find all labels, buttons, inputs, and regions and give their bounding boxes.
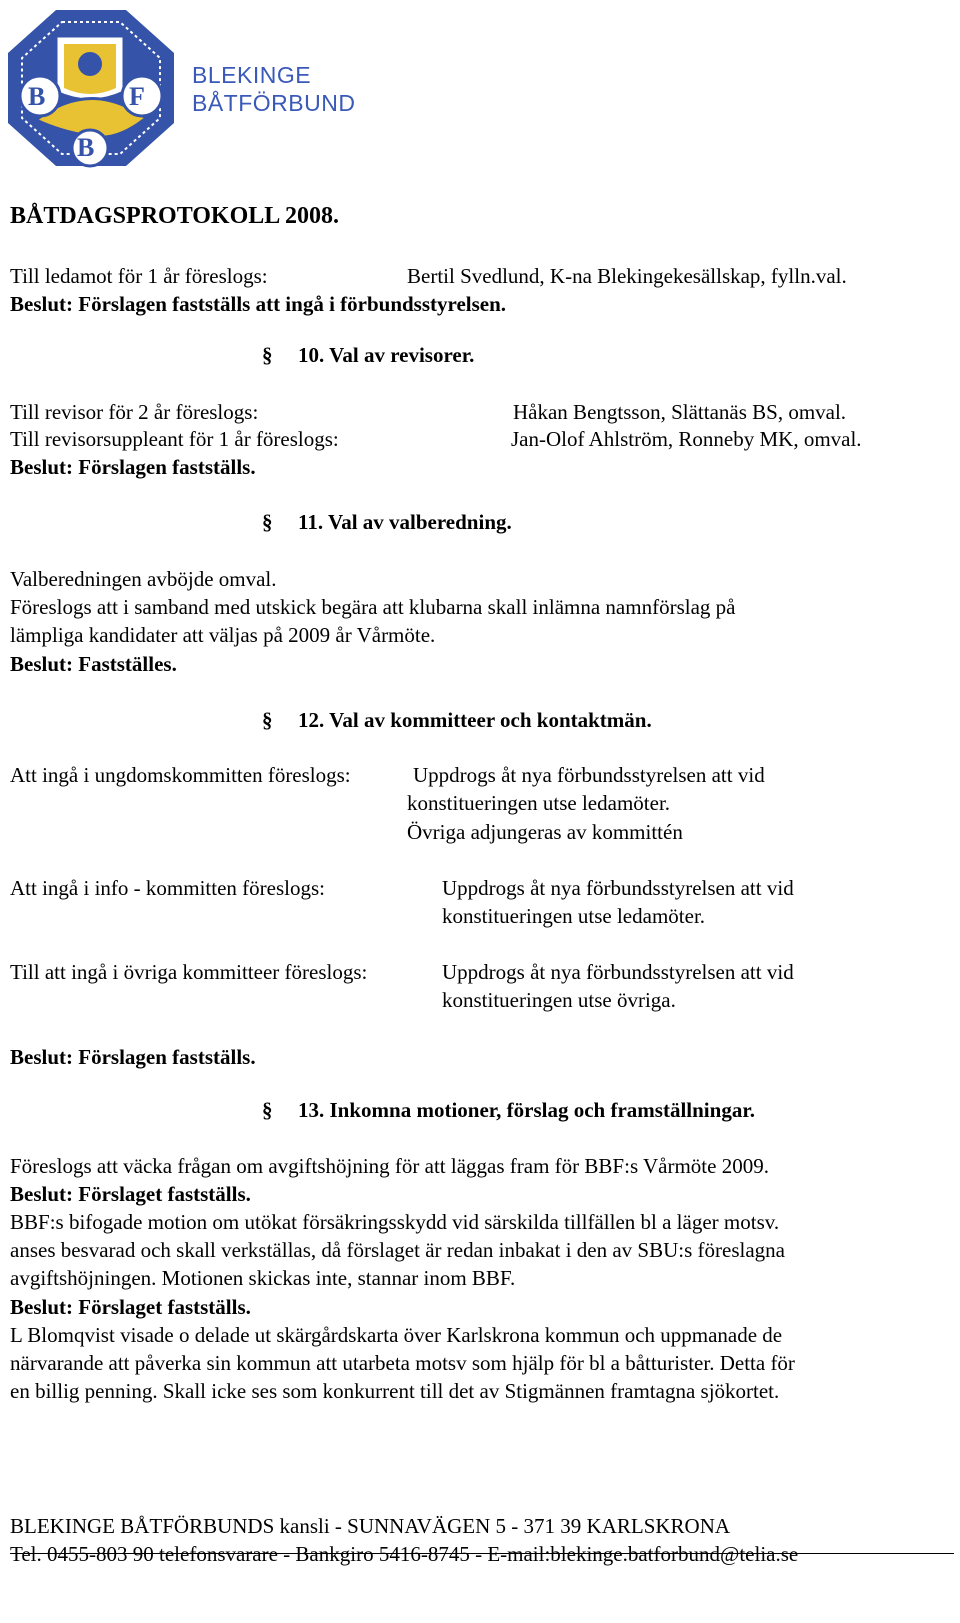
s13-p1: Föreslogs att väcka frågan om avgiftshöjning för att läggas fram för BBF:s Vårmöte 2009.: [10, 1154, 769, 1178]
s11-line2: Föreslogs att i samband med utskick begära att klubarna skall inlämna namnförslag på: [10, 595, 736, 619]
s12-youth-value3: Övriga adjungeras av kommittén: [407, 820, 683, 844]
s12-other-value1: Uppdrogs åt nya förbundsstyrelsen att vid: [442, 960, 794, 984]
s13-p2-line2: anses besvarad och skall verkställas, då förslaget är redan inbakat i den av SBU:s föreslagna: [10, 1238, 785, 1262]
section-10-title: 10. Val av revisorer.: [298, 343, 475, 367]
intro-decision: Beslut: Förslagen fastställs att ingå i förbundsstyrelsen.: [10, 292, 507, 316]
s13-decision1: Beslut: Förslaget fastställs.: [10, 1182, 251, 1206]
s13-p3-line2: närvarande att påverka sin kommun att utarbeta motsv som hjälp för bl a båtturister. Detta för: [10, 1351, 795, 1375]
intro-label: Till ledamot för 1 år föreslogs:: [10, 264, 268, 288]
section-sign: §: [262, 510, 273, 534]
s10-row2-label: Till revisorsuppleant för 1 år föreslogs:: [10, 427, 339, 451]
s12-decision: Beslut: Förslagen fastställs.: [10, 1045, 256, 1069]
footer-contact: Tel. 0455-803 90 telefonsvarare - Bankgiro 5416-8745 - E-mail:blekinge.batforbund@telia.se: [10, 1542, 799, 1566]
organization-logo: [6, 8, 176, 168]
section-10-heading: [262, 345, 474, 366]
s10-row1-value: Håkan Bengtsson, Slättanäs BS, omval.: [513, 400, 847, 424]
s13-p3-line3: en billig penning. Skall icke ses som konkurrent till det av Stigmännen framtagna sjökortet.: [10, 1379, 780, 1403]
s12-other-value2: konstitueringen utse övriga.: [442, 988, 676, 1012]
s13-decision2: Beslut: Förslaget fastställs.: [10, 1295, 251, 1319]
section-12-heading: [262, 710, 652, 731]
s11-line1: Valberedningen avböjde omval.: [10, 567, 277, 591]
s11-line3: lämpliga kandidater att väljas på 2009 år Vårmöte.: [10, 623, 436, 647]
s13-p2-line1: BBF:s bifogade motion om utökat försäkringsskydd vid särskilda tillfällen bl a läger motsv.: [10, 1210, 780, 1234]
logo-text-line2: BÅTFÖRBUND: [192, 90, 356, 116]
section-12-title: 12. Val av kommitteer och kontaktmän.: [298, 708, 652, 732]
s13-p3-line1: L Blomqvist visade o delade ut skärgårdskarta över Karlskrona kommun och uppmanade de: [10, 1323, 783, 1347]
s11-decision: Beslut: Fastställes.: [10, 652, 177, 676]
s12-other-label: Till att ingå i övriga kommitteer föreslogs:: [10, 960, 368, 984]
section-11-title: 11. Val av valberedning.: [298, 510, 512, 534]
document-title: BÅTDAGSPROTOKOLL 2008.: [10, 203, 339, 229]
intro-value: Bertil Svedlund, K-na Blekingekesällskap, fylln.val.: [407, 264, 847, 288]
section-13-heading: [262, 1100, 755, 1121]
s12-info-label: Att ingå i info - kommitten föreslogs:: [10, 876, 325, 900]
seal-letter-right: F: [129, 82, 145, 111]
s12-youth-value1: Uppdrogs åt nya förbundsstyrelsen att vid: [413, 763, 765, 787]
s10-row1-label: Till revisor för 2 år föreslogs:: [10, 400, 259, 424]
footer-address: BLEKINGE BÅTFÖRBUNDS kansli - SUNNAVÄGEN 5 - 371 39 KARLSKRONA: [10, 1514, 731, 1538]
s12-info-value1: Uppdrogs åt nya förbundsstyrelsen att vid: [442, 876, 794, 900]
section-13-title: 13. Inkomna motioner, förslag och framställningar.: [298, 1098, 755, 1122]
section-sign: §: [262, 708, 273, 732]
logo-text-line1: BLEKINGE: [192, 62, 312, 88]
section-sign: §: [262, 1098, 273, 1122]
section-sign: §: [262, 343, 273, 367]
s10-row2-value: Jan-Olof Ahlström, Ronneby MK, omval.: [511, 427, 862, 451]
s12-info-value2: konstitueringen utse ledamöter.: [442, 904, 706, 928]
seal-letter-bottom: B: [77, 133, 95, 162]
section-11-heading: [262, 512, 512, 533]
s10-decision: Beslut: Förslagen fastställs.: [10, 455, 256, 479]
s13-p2-line3: avgiftshöjningen. Motionen skickas inte, stannar inom BBF.: [10, 1266, 516, 1290]
seal-letter-left: B: [28, 82, 46, 111]
s12-youth-value2: konstitueringen utse ledamöter.: [407, 791, 671, 815]
s12-youth-label: Att ingå i ungdomskommitten föreslogs:: [10, 763, 351, 787]
